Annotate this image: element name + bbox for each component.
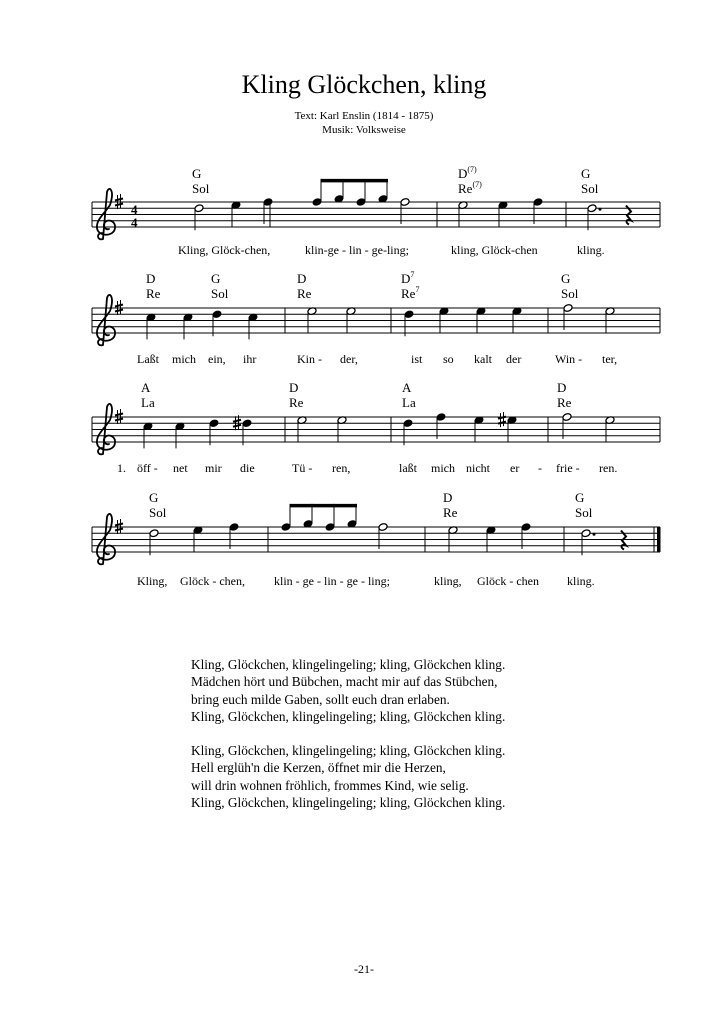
lyric-syllable: 1. xyxy=(117,461,126,475)
lyric-syllable: kling, Glöck-chen xyxy=(451,243,538,257)
chord-solfege: Sol xyxy=(149,505,167,520)
sharp-bar xyxy=(115,305,123,307)
lyric-syllable: ter, xyxy=(602,352,618,366)
lyric-syllable: ist xyxy=(411,352,423,366)
verse-line: Kling, Glöckchen, klingelingeling; kling, Glöckchen kling. xyxy=(191,708,506,724)
chord-symbol: G xyxy=(561,271,571,286)
lyric-syllable: - xyxy=(538,461,542,475)
chord-superscript: 7 xyxy=(410,270,415,279)
song-title: Kling Glöckchen, kling xyxy=(241,70,487,99)
augmentation-dot xyxy=(599,208,602,211)
music-system xyxy=(92,304,660,340)
lyric-syllable: der, xyxy=(340,352,358,366)
lyric-syllable: die xyxy=(240,461,255,475)
chord-superscript: (7) xyxy=(467,165,477,174)
chord-symbol: A xyxy=(402,380,412,395)
composer-credit: Musik: Volksweise xyxy=(322,124,406,136)
chord-solfege: Re$^{(7)}$ xyxy=(458,180,482,196)
sharp-bar xyxy=(115,529,123,531)
sharp-bar xyxy=(115,414,123,416)
note-beam xyxy=(290,504,357,508)
chord-symbol: D xyxy=(289,380,299,395)
chord-symbol: G xyxy=(581,166,591,181)
page-number: -21- xyxy=(354,962,374,976)
lyric-syllable: klin-ge - lin - ge-ling; xyxy=(305,243,409,257)
augmentation-dot xyxy=(593,533,596,536)
lyric-syllable: net xyxy=(173,461,188,475)
chord-symbol: D xyxy=(297,271,307,286)
chord-symbol: $D^{(7)}$ xyxy=(458,165,477,181)
verse-line: Kling, Glöckchen, klingelingeling; kling, Glöckchen kling. xyxy=(191,657,506,672)
time-signature-bottom: 4 xyxy=(131,215,138,230)
lyric-syllable: Kling, Glöck-chen, xyxy=(178,243,271,257)
verse-2 xyxy=(191,742,505,811)
lyric-syllable: mich xyxy=(172,352,196,366)
key-signature-sharp xyxy=(115,300,123,315)
lyric-syllable: Glöck - chen, xyxy=(180,574,245,588)
chord-solfege: Sol xyxy=(192,181,210,196)
verse-line: Kling, Glöckchen, klingelingeling; kling, Glöckchen kling. xyxy=(191,743,506,758)
music-system xyxy=(92,179,660,230)
chord-solfege: Sol xyxy=(575,505,593,520)
chord-superscript: 7 xyxy=(415,285,420,294)
lyric-syllable: mir xyxy=(205,461,222,475)
chord-solfege: Sol xyxy=(211,286,229,301)
chord-symbol: D xyxy=(443,490,453,505)
lyric-syllable: frie - xyxy=(556,461,580,475)
lyric-syllable: ren. xyxy=(599,461,618,475)
lyric-syllable: Kin - xyxy=(297,352,322,366)
lyricist-credit: Text: Karl Enslin (1814 - 1875) xyxy=(294,110,434,122)
accidental-sharp xyxy=(233,415,241,430)
verse-line: will drin wohnen fröhlich, frommes Kind, wie selig. xyxy=(191,777,469,793)
lyric-syllable: öff - xyxy=(137,461,158,475)
chord-solfege: La xyxy=(141,395,155,410)
chord-solfege: Sol xyxy=(561,286,579,301)
lyric-syllable: Glöck - chen xyxy=(477,574,539,588)
chord-solfege: Re xyxy=(297,286,312,301)
sharp-bar xyxy=(115,199,123,201)
key-signature-sharp xyxy=(115,194,123,209)
chord-solfege: Re xyxy=(557,395,572,410)
chord-symbol: D xyxy=(146,271,156,286)
chord-symbol: G xyxy=(211,271,221,286)
chord-symbol: $D^7$ xyxy=(401,270,415,286)
lyric-syllable: kling, xyxy=(434,574,462,588)
chord-solfege: Re xyxy=(289,395,304,410)
lyric-syllable: klin - ge - lin - ge - ling; xyxy=(274,574,390,588)
chord-symbol: D xyxy=(557,380,567,395)
chord-superscript: (7) xyxy=(472,180,482,189)
lyric-syllable: der xyxy=(506,352,522,366)
verse-line: Mädchen hört und Bübchen, macht mir auf das Stübchen, xyxy=(191,674,498,690)
lyric-syllable: Win - xyxy=(555,352,583,366)
lyric-syllable: Laßt xyxy=(137,352,159,366)
lyric-syllable: er xyxy=(510,461,520,475)
lyric-syllable: kalt xyxy=(474,352,492,366)
chord-solfege: Sol xyxy=(581,181,599,196)
sharp-bar xyxy=(115,419,123,421)
final-bar-thick xyxy=(657,527,661,552)
lyric-syllable: ein, xyxy=(208,352,226,366)
accidental-sharp xyxy=(498,412,506,427)
lyric-syllable: nicht xyxy=(466,461,490,475)
key-signature-sharp xyxy=(115,409,123,424)
sharp-bar xyxy=(233,425,241,427)
lyric-syllable: ren, xyxy=(332,461,351,475)
chord-symbol: G xyxy=(192,166,202,181)
chord-solfege: Re$^7$ xyxy=(401,285,420,301)
lyric-syllable: laßt xyxy=(399,461,417,475)
verse-1 xyxy=(191,656,505,725)
chord-solfege: La xyxy=(402,395,416,410)
verse-line: bring euch milde Gaben, sollt euch dran erlaben. xyxy=(191,691,450,707)
verse-line: Kling, Glöckchen, klingelingeling; kling, Glöckchen kling. xyxy=(191,794,506,810)
chord-symbol: G xyxy=(149,490,159,505)
lyric-syllable: mich xyxy=(431,461,455,475)
lyric-syllable: kling. xyxy=(567,574,595,588)
lyric-syllable: Tü - xyxy=(292,461,313,475)
music-system xyxy=(92,413,660,449)
chord-solfege: Re xyxy=(443,505,458,520)
chord-symbol: G xyxy=(575,490,585,505)
time-signature-top: 4 xyxy=(131,202,138,217)
lyric-syllable: ihr xyxy=(243,352,257,366)
sharp-bar xyxy=(115,204,123,206)
chord-solfege: Re xyxy=(146,286,161,301)
lyric-syllable: kling. xyxy=(577,243,605,257)
sharp-bar xyxy=(233,420,241,422)
verse-line: Hell erglüh'n die Kerzen, öffnet mir die Herzen, xyxy=(191,760,446,776)
sharp-bar xyxy=(115,310,123,312)
note-beam xyxy=(321,179,388,183)
chord-symbol: A xyxy=(141,380,151,395)
lyric-syllable: so xyxy=(443,352,454,366)
sharp-bar xyxy=(115,524,123,526)
key-signature-sharp xyxy=(115,519,123,534)
lyric-syllable: Kling, xyxy=(137,574,168,588)
